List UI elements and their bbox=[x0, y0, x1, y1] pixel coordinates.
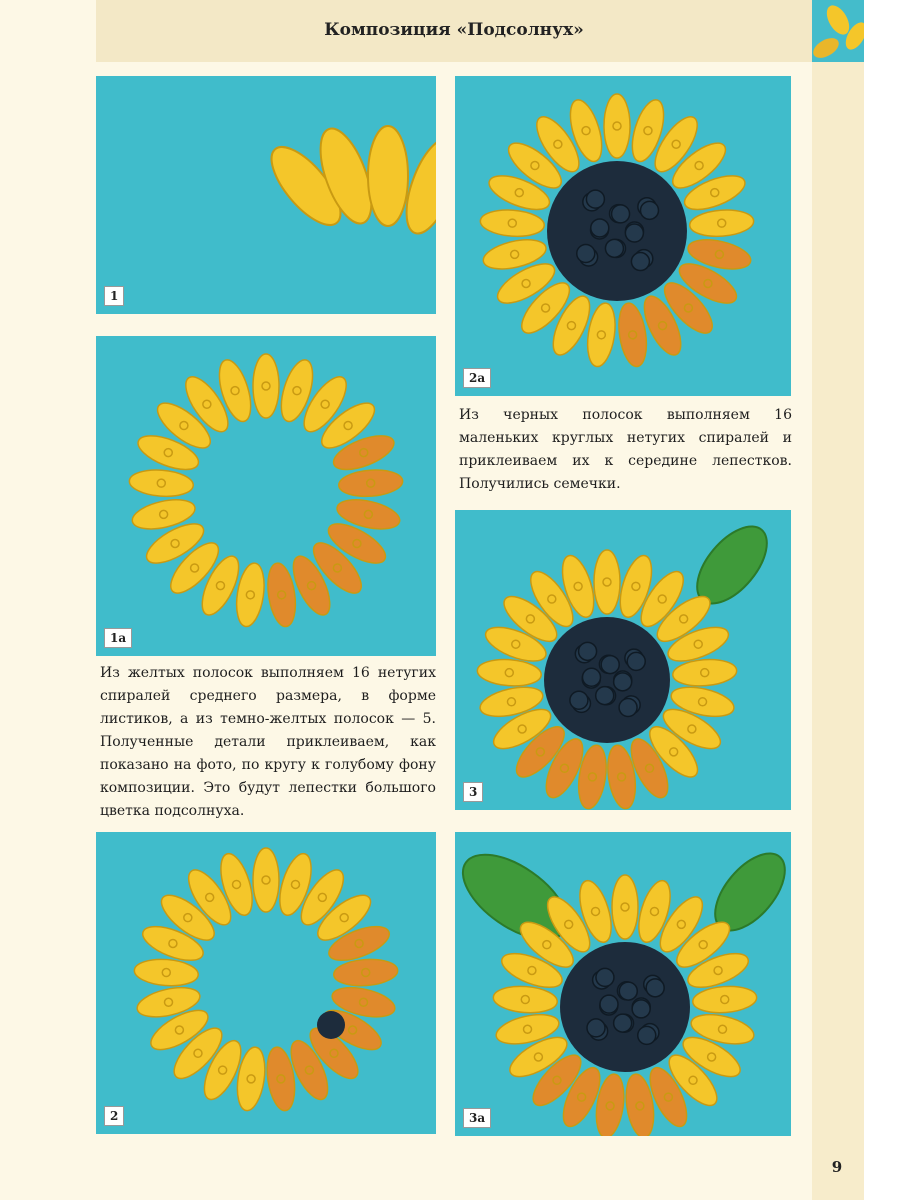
seed-spiral bbox=[646, 979, 664, 997]
seed-spiral bbox=[587, 1019, 605, 1037]
seed-center bbox=[544, 617, 670, 743]
photo-label: 2а bbox=[463, 368, 491, 388]
page-title: Композиция «Подсолнух» bbox=[324, 20, 584, 40]
photo-1a bbox=[96, 336, 436, 656]
petal bbox=[476, 657, 542, 688]
page-number: 9 bbox=[831, 1158, 843, 1176]
seed-spiral bbox=[596, 687, 614, 705]
petal bbox=[672, 657, 738, 688]
seed-center bbox=[560, 942, 690, 1072]
seed-spiral bbox=[638, 1026, 656, 1044]
petal bbox=[253, 354, 279, 418]
petal bbox=[612, 875, 638, 939]
seed-spiral bbox=[619, 699, 637, 717]
seed-spiral bbox=[582, 668, 600, 686]
caption-step-1: Из желтых полосок выполняем 16 нетугих спиралей среднего размера, в форме листиков, а из темно-желтых полосок — 5. Полученные детали приклеиваем, как показано на фото, по кругу к голубому фону композиции. Это будут лепестки большого цветка подсолнуха. bbox=[100, 665, 436, 819]
seed-spiral bbox=[317, 1011, 345, 1039]
photo-label: 1 bbox=[104, 286, 124, 306]
seed-spiral bbox=[570, 691, 588, 709]
seed-spiral bbox=[579, 642, 597, 660]
petal bbox=[333, 957, 399, 988]
petal bbox=[594, 550, 620, 614]
seed-spiral bbox=[600, 995, 618, 1013]
photo-label: 1а bbox=[104, 628, 132, 648]
seed-spiral bbox=[605, 239, 623, 257]
caption-step-2a: Из черных полосок выполняем 16 маленьких круглых нетугих спиралей и приклеиваем их к середине лепестков. Получились семечки. bbox=[459, 407, 792, 492]
sunflower-illustration bbox=[455, 76, 791, 396]
photo-1 bbox=[96, 76, 436, 314]
corner-thumbnail bbox=[812, 0, 864, 62]
seed-spiral bbox=[614, 673, 632, 691]
seed-spiral bbox=[577, 245, 595, 263]
seed-spiral bbox=[612, 205, 630, 223]
photo-2a bbox=[455, 76, 791, 396]
seed-spiral bbox=[591, 219, 609, 237]
side-strip bbox=[812, 0, 864, 1200]
sunflower-with-leaf-illustration bbox=[455, 510, 791, 810]
petal bbox=[689, 208, 755, 239]
petal-ring-illustration bbox=[96, 336, 436, 656]
seed-spiral bbox=[601, 656, 619, 674]
corner-thumbnail-image bbox=[812, 0, 864, 62]
seed-spiral bbox=[596, 968, 614, 986]
petals-illustration bbox=[96, 76, 436, 314]
petal bbox=[133, 957, 199, 988]
photo-2 bbox=[96, 832, 436, 1134]
petals-row bbox=[260, 122, 436, 250]
seed-spiral bbox=[619, 982, 637, 1000]
seed-spiral bbox=[586, 190, 604, 208]
petal bbox=[479, 208, 545, 239]
photo-label: 2 bbox=[104, 1106, 124, 1126]
photo-3a bbox=[455, 832, 791, 1136]
petal bbox=[338, 468, 404, 499]
photo-3 bbox=[455, 510, 791, 810]
petal-ring-illustration bbox=[96, 832, 436, 1134]
seed-spiral bbox=[627, 652, 645, 670]
sunflower-with-leaves-illustration bbox=[455, 832, 791, 1136]
seed-center bbox=[547, 161, 687, 301]
seed-spiral bbox=[632, 1000, 650, 1018]
petal bbox=[492, 984, 558, 1015]
photo-label: 3 bbox=[463, 782, 483, 802]
petal bbox=[128, 468, 194, 499]
photo-label: 3а bbox=[463, 1108, 491, 1128]
seed-spiral bbox=[631, 253, 649, 271]
petal bbox=[692, 984, 758, 1015]
seed-spiral bbox=[614, 1014, 632, 1032]
seed-spiral bbox=[640, 201, 658, 219]
seed-spiral bbox=[625, 224, 643, 242]
petal bbox=[604, 94, 630, 158]
petal bbox=[253, 848, 279, 912]
